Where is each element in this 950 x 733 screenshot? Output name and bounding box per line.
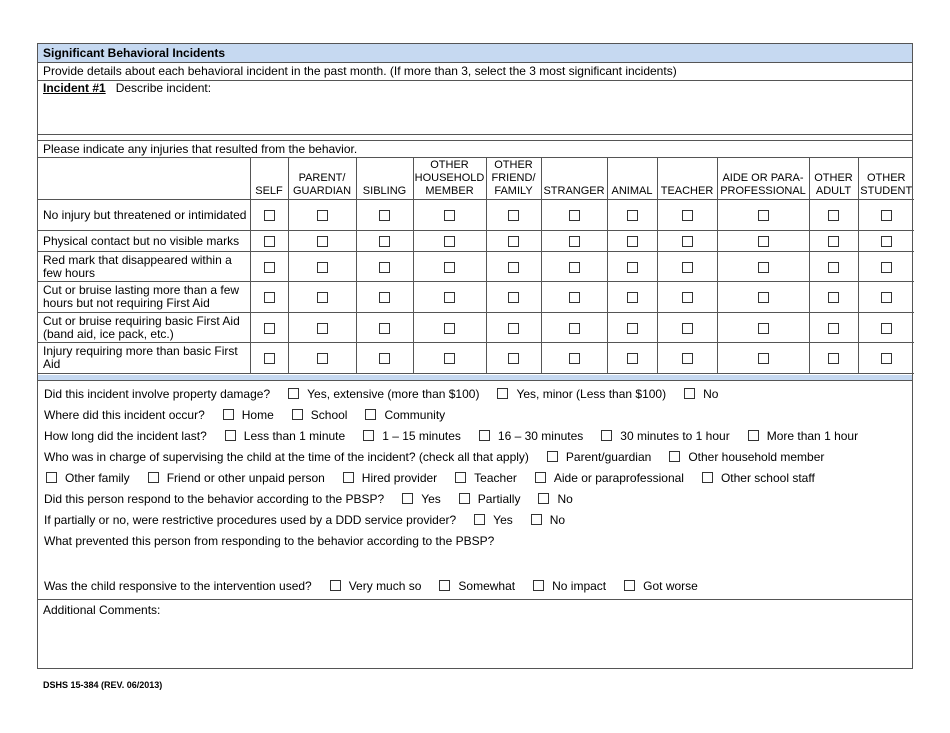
injury-cell <box>413 231 486 252</box>
injury-checkbox[interactable] <box>444 210 455 221</box>
injury-checkbox[interactable] <box>627 210 638 221</box>
option-label: No <box>557 492 573 506</box>
option-checkbox[interactable] <box>535 472 546 483</box>
injury-cell <box>413 343 486 374</box>
column-header <box>413 158 486 200</box>
option-checkbox[interactable] <box>365 409 376 420</box>
comments-label: Additional Comments: <box>43 603 161 617</box>
injury-cell <box>288 231 356 252</box>
responsive-question <box>44 579 698 593</box>
option-label: Yes, minor (Less than $100) <box>516 387 667 401</box>
injury-checkbox[interactable] <box>444 323 455 334</box>
injury-cell <box>250 343 288 374</box>
question-text: Did this person respond to the behavior according to the PBSP? <box>44 492 385 506</box>
injury-checkbox[interactable] <box>758 353 769 364</box>
injury-checkbox[interactable] <box>444 262 455 273</box>
injury-checkbox[interactable] <box>881 236 892 247</box>
option-label: No impact <box>552 579 607 593</box>
column-header <box>657 158 717 200</box>
row-label-header <box>38 158 250 200</box>
injury-cell <box>858 313 914 343</box>
injury-cell <box>486 231 541 252</box>
option-label: No <box>549 513 566 527</box>
injury-checkbox[interactable] <box>682 292 693 303</box>
option-checkbox[interactable] <box>479 430 490 441</box>
injury-cell <box>607 313 657 343</box>
option-checkbox[interactable] <box>533 580 544 591</box>
injury-row <box>38 313 914 343</box>
describe-label: Describe incident: <box>115 81 212 95</box>
column-header <box>356 158 413 200</box>
supervisor-options-more <box>38 471 815 485</box>
injury-cell <box>809 282 858 313</box>
injury-cell <box>486 252 541 282</box>
injury-cell <box>657 282 717 313</box>
injury-checkbox[interactable] <box>317 210 328 221</box>
question-text: If partially or no, were restrictive procedures used by a DDD service provider? <box>44 513 457 527</box>
column-header-line: ADULT <box>815 185 852 197</box>
option-checkbox[interactable] <box>459 493 470 504</box>
injury-cell <box>250 231 288 252</box>
injury-type-label: Red mark that disappeared within a few hours <box>38 252 250 282</box>
option-label: Other school staff <box>720 471 815 485</box>
injury-checkbox[interactable] <box>264 323 275 334</box>
column-header-line: GUARDIAN <box>292 185 352 197</box>
injury-cell <box>717 313 809 343</box>
column-header-line: PARENT/ <box>298 172 346 184</box>
injury-cell <box>717 231 809 252</box>
injury-cell <box>717 343 809 374</box>
injury-checkbox[interactable] <box>569 292 580 303</box>
question-text: Who was in charge of supervising the child at the time of the incident? (check all that apply) <box>44 450 529 464</box>
injury-cell <box>288 282 356 313</box>
injury-cell <box>413 200 486 231</box>
injury-cell <box>250 252 288 282</box>
injury-cell <box>657 252 717 282</box>
injury-checkbox[interactable] <box>569 323 580 334</box>
injury-checkbox[interactable] <box>569 353 580 364</box>
column-header <box>288 158 356 200</box>
injury-checkbox[interactable] <box>828 262 839 273</box>
injury-cell <box>607 343 657 374</box>
injury-cell <box>717 200 809 231</box>
section-title: Significant Behavioral Incidents <box>38 44 912 63</box>
column-header-line: PROFESSIONAL <box>720 185 806 197</box>
injury-cell <box>486 343 541 374</box>
option-checkbox[interactable] <box>531 514 542 525</box>
injury-type-label: Injury requiring more than basic First Aid <box>38 343 250 374</box>
injury-checkbox[interactable] <box>828 236 839 247</box>
injury-checkbox[interactable] <box>317 292 328 303</box>
option-checkbox[interactable] <box>402 493 413 504</box>
injury-cell <box>809 343 858 374</box>
injury-checkbox[interactable] <box>508 210 519 221</box>
injury-cell <box>657 313 717 343</box>
option-checkbox[interactable] <box>343 472 354 483</box>
injury-checkbox[interactable] <box>317 262 328 273</box>
injury-checkbox[interactable] <box>627 262 638 273</box>
injury-checkbox[interactable] <box>682 323 693 334</box>
question-text: Was the child responsive to the intervention used? <box>44 579 312 593</box>
injury-checkbox[interactable] <box>379 262 390 273</box>
prevented-question <box>44 534 494 548</box>
injury-checkbox[interactable] <box>508 262 519 273</box>
pbsp-question <box>44 492 573 506</box>
injury-checkbox[interactable] <box>379 292 390 303</box>
injury-cell <box>541 343 607 374</box>
option-checkbox[interactable] <box>538 493 549 504</box>
column-header-line: MEMBER <box>425 185 474 197</box>
injury-checkbox[interactable] <box>627 292 638 303</box>
column-header-line: SELF <box>255 185 283 197</box>
injury-checkbox[interactable] <box>881 292 892 303</box>
injury-cell <box>486 200 541 231</box>
option-checkbox[interactable] <box>223 409 234 420</box>
restrictive-question <box>44 513 565 527</box>
injury-row <box>38 252 914 282</box>
column-header-line: FAMILY <box>494 185 533 197</box>
injury-checkbox[interactable] <box>627 236 638 247</box>
injury-cell <box>657 231 717 252</box>
injury-checkbox[interactable] <box>379 210 390 221</box>
question-text: What prevented this person from responding to the behavior according to the PBSP? <box>44 534 495 548</box>
column-header-line: AIDE OR PARA- <box>722 172 804 184</box>
column-header <box>858 158 914 200</box>
injury-cell <box>250 313 288 343</box>
option-label: Community <box>384 408 446 422</box>
supervisor-question <box>44 450 824 464</box>
injury-checkbox[interactable] <box>569 262 580 273</box>
injury-checkbox[interactable] <box>508 236 519 247</box>
column-header-line: STUDENT <box>860 185 913 197</box>
injury-cell <box>541 313 607 343</box>
injury-cell <box>288 343 356 374</box>
incident-describe-field[interactable] <box>38 81 912 135</box>
injury-checkbox[interactable] <box>828 323 839 334</box>
column-header <box>486 158 541 200</box>
column-header-line: OTHER <box>867 172 906 184</box>
column-header <box>250 158 288 200</box>
injury-checkbox[interactable] <box>508 323 519 334</box>
injury-type-label: Cut or bruise lasting more than a few hours but not requiring First Aid <box>38 282 250 313</box>
injury-cell <box>607 200 657 231</box>
column-header-line: OTHER <box>494 159 533 171</box>
question-text: Did this incident involve property damage? <box>44 387 271 401</box>
form-number: DSHS 15-384 (REV. 06/2013) <box>43 680 163 690</box>
injury-cell <box>809 200 858 231</box>
injury-checkbox[interactable] <box>682 353 693 364</box>
column-header <box>541 158 607 200</box>
option-label: Parent/guardian <box>565 450 652 464</box>
column-header-line: STRANGER <box>543 185 605 197</box>
option-checkbox[interactable] <box>474 514 485 525</box>
injury-cell <box>541 252 607 282</box>
injury-checkbox[interactable] <box>508 292 519 303</box>
injury-cell <box>413 313 486 343</box>
behavior-incident-form <box>37 43 913 669</box>
injury-checkbox[interactable] <box>627 353 638 364</box>
injury-cell <box>250 282 288 313</box>
injury-checkbox[interactable] <box>264 292 275 303</box>
duration-question <box>44 429 858 443</box>
injury-checkbox[interactable] <box>758 210 769 221</box>
question-text: How long did the incident last? <box>44 429 207 443</box>
injury-cell <box>858 343 914 374</box>
injury-cell <box>356 313 413 343</box>
injury-checkbox[interactable] <box>317 236 328 247</box>
injury-cell <box>809 313 858 343</box>
option-label: Yes <box>421 492 441 506</box>
injury-checkbox[interactable] <box>379 323 390 334</box>
injury-cell <box>607 252 657 282</box>
injury-checkbox[interactable] <box>828 292 839 303</box>
injury-prompt: Please indicate any injuries that resulted from the behavior. <box>38 140 912 158</box>
section-separator <box>38 375 912 381</box>
injury-checkbox[interactable] <box>317 353 328 364</box>
injury-checkbox[interactable] <box>264 262 275 273</box>
injury-checkbox[interactable] <box>758 262 769 273</box>
option-label: Hired provider <box>361 471 438 485</box>
injury-checkbox[interactable] <box>444 353 455 364</box>
option-label: School <box>310 408 348 422</box>
option-checkbox[interactable] <box>547 451 558 462</box>
column-header-line: HOUSEHOLD <box>414 172 485 184</box>
injury-checkbox[interactable] <box>444 292 455 303</box>
injury-cell <box>288 200 356 231</box>
option-checkbox[interactable] <box>330 580 341 591</box>
option-label: More than 1 hour <box>766 429 859 443</box>
injury-cell <box>657 200 717 231</box>
option-checkbox[interactable] <box>46 472 57 483</box>
option-checkbox[interactable] <box>748 430 759 441</box>
injury-checkbox[interactable] <box>569 236 580 247</box>
injury-checkbox[interactable] <box>682 236 693 247</box>
option-label: Got worse <box>643 579 698 593</box>
option-checkbox[interactable] <box>292 409 303 420</box>
injury-cell <box>858 200 914 231</box>
option-checkbox[interactable] <box>624 580 635 591</box>
injury-cell <box>356 252 413 282</box>
injury-checkbox[interactable] <box>264 210 275 221</box>
question-text: Where did this incident occur? <box>44 408 205 422</box>
injury-checkbox[interactable] <box>758 323 769 334</box>
injury-cell <box>717 282 809 313</box>
injury-row <box>38 200 914 231</box>
option-label: Teacher <box>474 471 517 485</box>
injury-checkbox[interactable] <box>881 353 892 364</box>
injury-checkbox[interactable] <box>627 323 638 334</box>
injury-checkbox[interactable] <box>379 353 390 364</box>
injury-checkbox[interactable] <box>881 323 892 334</box>
column-header <box>607 158 657 200</box>
injury-row <box>38 343 914 374</box>
column-header-line: FRIEND/ <box>491 172 536 184</box>
option-label: Aide or paraprofessional <box>553 471 684 485</box>
injury-type-label: No injury but threatened or intimidated <box>38 200 250 231</box>
option-label: 16 – 30 minutes <box>497 429 584 443</box>
injury-cell <box>250 200 288 231</box>
injury-row <box>38 231 914 252</box>
injury-checkbox[interactable] <box>682 210 693 221</box>
injury-checkbox[interactable] <box>569 210 580 221</box>
injury-cell <box>809 252 858 282</box>
injury-cell <box>858 252 914 282</box>
option-checkbox[interactable] <box>601 430 612 441</box>
option-label: Very much so <box>348 579 422 593</box>
option-label: 1 – 15 minutes <box>382 429 461 443</box>
option-checkbox[interactable] <box>288 388 299 399</box>
option-checkbox[interactable] <box>702 472 713 483</box>
injury-cell <box>413 252 486 282</box>
injury-cell <box>541 231 607 252</box>
column-header-line: TEACHER <box>660 185 714 197</box>
injury-checkbox[interactable] <box>881 210 892 221</box>
injury-cell <box>607 231 657 252</box>
injury-cell <box>541 282 607 313</box>
injury-type-label: Cut or bruise requiring basic First Aid (band aid, ice pack, etc.) <box>38 313 250 343</box>
option-label: Yes, extensive (more than $100) <box>307 387 480 401</box>
injury-cell <box>356 282 413 313</box>
injury-checkbox[interactable] <box>264 353 275 364</box>
injury-checkbox[interactable] <box>828 210 839 221</box>
injury-checkbox[interactable] <box>317 323 328 334</box>
column-header <box>809 158 858 200</box>
injury-row <box>38 282 914 313</box>
option-checkbox[interactable] <box>225 430 236 441</box>
injury-checkbox[interactable] <box>828 353 839 364</box>
injury-checkbox[interactable] <box>881 262 892 273</box>
option-checkbox[interactable] <box>684 388 695 399</box>
option-label: No <box>703 387 719 401</box>
option-label: Somewhat <box>458 579 516 593</box>
option-label: Less than 1 minute <box>243 429 346 443</box>
option-label: 30 minutes to 1 hour <box>620 429 730 443</box>
injury-cell <box>657 343 717 374</box>
option-label: Other household member <box>688 450 825 464</box>
injury-checkbox[interactable] <box>758 236 769 247</box>
option-checkbox[interactable] <box>148 472 159 483</box>
injury-cell <box>356 343 413 374</box>
injury-checkbox[interactable] <box>379 236 390 247</box>
injury-table <box>38 158 914 374</box>
injury-type-label: Physical contact but no visible marks <box>38 231 250 252</box>
property-damage-question <box>44 387 718 401</box>
location-question <box>44 408 445 422</box>
column-header-line: OTHER <box>430 159 469 171</box>
injury-cell <box>717 252 809 282</box>
column-header-line: OTHER <box>814 172 853 184</box>
incident-label: Incident #1 <box>43 81 106 95</box>
injury-cell <box>607 282 657 313</box>
option-checkbox[interactable] <box>439 580 450 591</box>
instructions: Provide details about each behavioral incident in the past month. (If more than 3, select the 3 most significant incidents) <box>38 63 912 81</box>
option-checkbox[interactable] <box>497 388 508 399</box>
additional-comments-field[interactable] <box>38 599 912 669</box>
option-label: Yes <box>493 513 513 527</box>
option-label: Friend or other unpaid person <box>166 471 325 485</box>
injury-cell <box>858 231 914 252</box>
injury-cell <box>288 252 356 282</box>
injury-cell <box>858 282 914 313</box>
column-header-line: ANIMAL <box>611 185 653 197</box>
injury-cell <box>809 231 858 252</box>
option-checkbox[interactable] <box>669 451 680 462</box>
injury-checkbox[interactable] <box>682 262 693 273</box>
column-header-line: SIBLING <box>362 185 407 197</box>
injury-cell <box>288 313 356 343</box>
injury-cell <box>356 200 413 231</box>
injury-cell <box>541 200 607 231</box>
injury-cell <box>486 282 541 313</box>
injury-cell <box>413 282 486 313</box>
injury-checkbox[interactable] <box>444 236 455 247</box>
column-header <box>717 158 809 200</box>
option-checkbox[interactable] <box>455 472 466 483</box>
injury-cell <box>356 231 413 252</box>
injury-checkbox[interactable] <box>758 292 769 303</box>
option-label: Other family <box>65 471 130 485</box>
injury-cell <box>486 313 541 343</box>
injury-checkbox[interactable] <box>508 353 519 364</box>
option-checkbox[interactable] <box>363 430 374 441</box>
option-label: Partially <box>477 492 521 506</box>
option-label: Home <box>241 408 274 422</box>
injury-checkbox[interactable] <box>264 236 275 247</box>
